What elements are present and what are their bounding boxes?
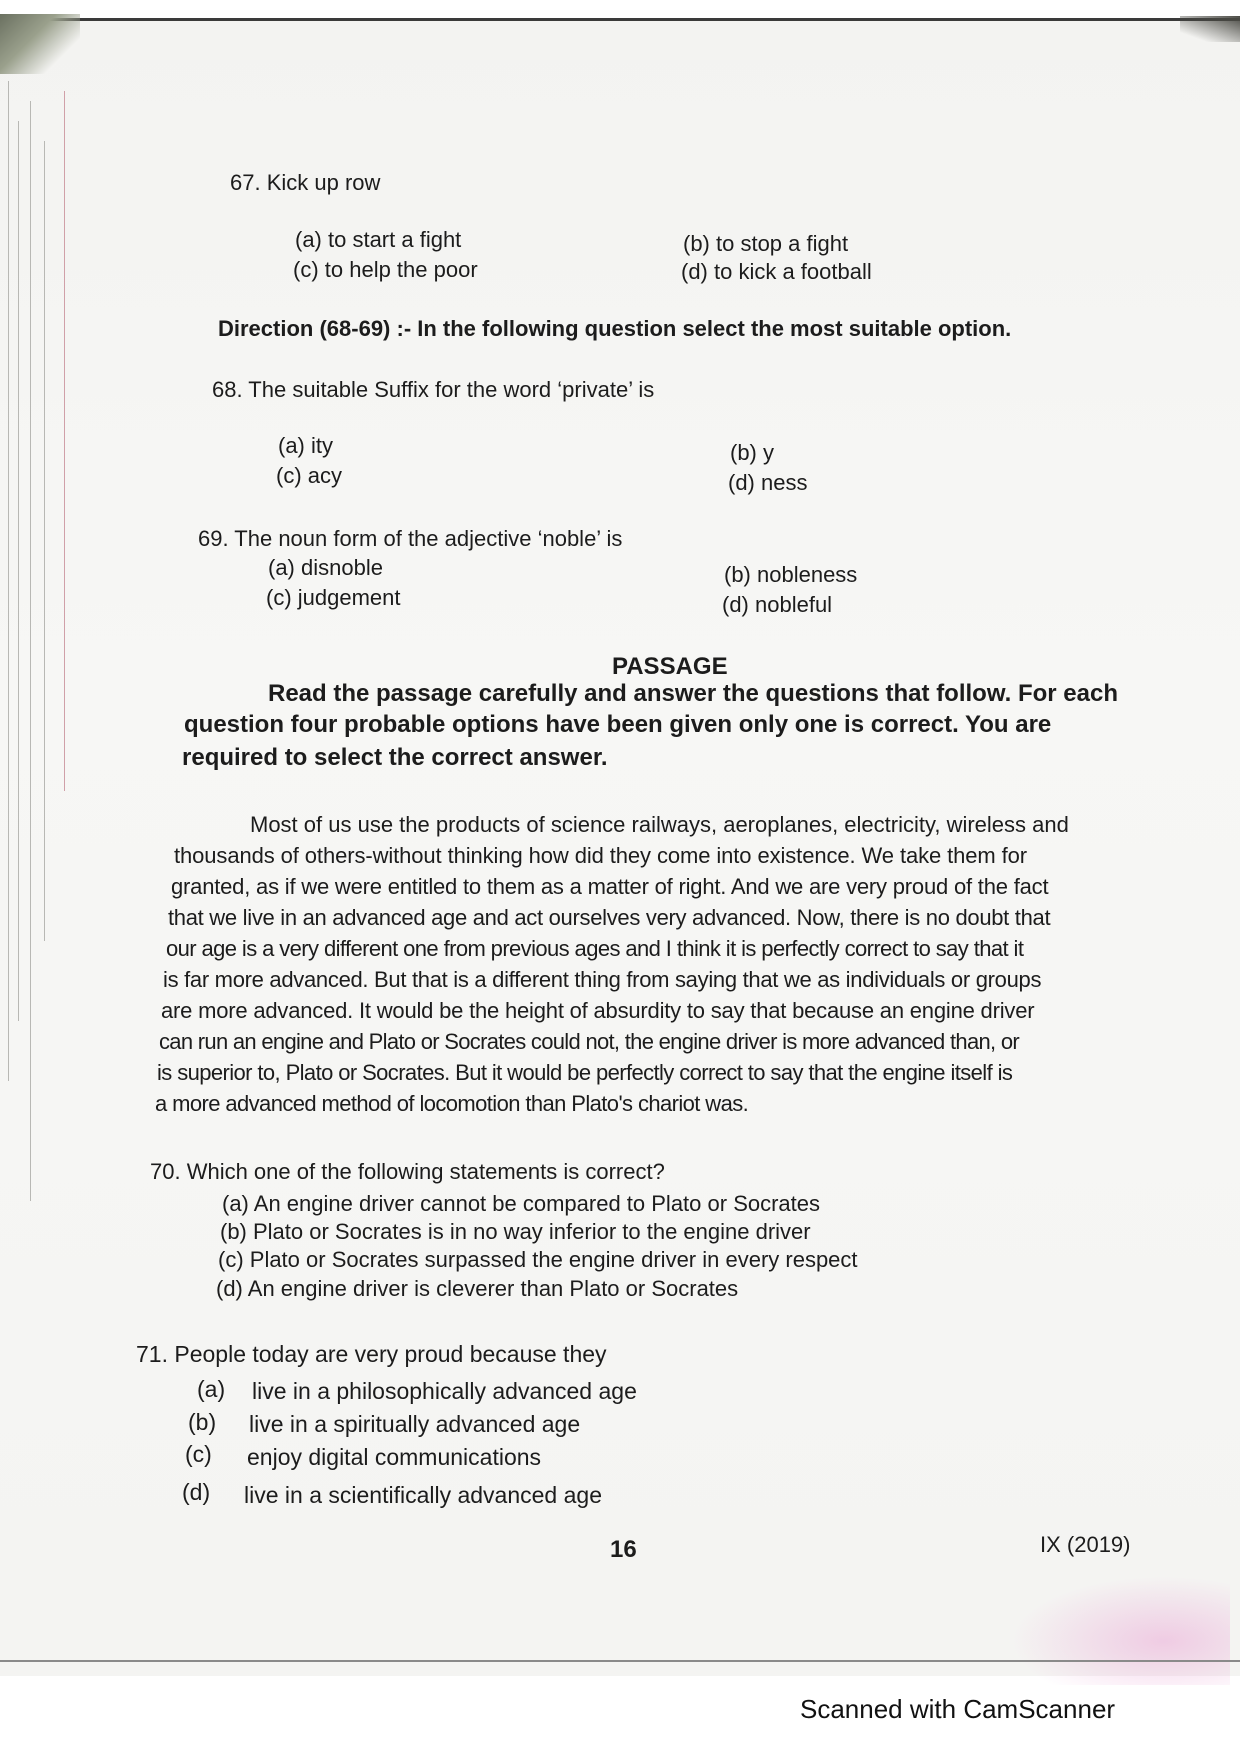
q67-option-b: (b) to stop a fight bbox=[683, 231, 849, 256]
passage-line: our age is a very different one from previous ages and I think it is perfectly correct to say that it bbox=[166, 936, 1024, 961]
scan-corner-shadow bbox=[0, 14, 80, 74]
q67-option-c: (c) to help the poor bbox=[293, 257, 478, 282]
q69-option-c: (c) judgement bbox=[266, 585, 401, 610]
q71-option-b-text: live in a spiritually advanced age bbox=[249, 1411, 581, 1437]
scan-corner-shadow-right bbox=[1180, 16, 1240, 42]
q68-option-a: (a) ity bbox=[278, 433, 333, 458]
page-code: IX (2019) bbox=[1040, 1532, 1131, 1557]
q70-option-b: (b) Plato or Socrates is in no way inferior to the engine driver bbox=[220, 1219, 811, 1244]
passage-line: Most of us use the products of science railways, aeroplanes, electricity, wireless and bbox=[250, 812, 1069, 837]
passage-heading: PASSAGE bbox=[612, 653, 728, 680]
question-70: 70. Which one of the following statements is correct? bbox=[150, 1159, 665, 1184]
passage-line: granted, as if we were entitled to them as a matter of right. And we are very proud of the fact bbox=[171, 874, 1049, 899]
passage-line: a more advanced method of locomotion than Plato's chariot was. bbox=[155, 1091, 749, 1116]
passage-line: is superior to, Plato or Socrates. But it would be perfectly correct to say that the engine itself is bbox=[157, 1060, 1013, 1085]
q71-option-a-text: live in a philosophically advanced age bbox=[252, 1378, 637, 1404]
page-number: 16 bbox=[610, 1536, 637, 1563]
q70-option-c: (c) Plato or Socrates surpassed the engine driver in every respect bbox=[218, 1247, 858, 1272]
q69-option-b: (b) nobleness bbox=[724, 562, 858, 587]
question-68: 68. The suitable Suffix for the word ‘private’ is bbox=[212, 377, 655, 402]
passage-instructions-line-1: Read the passage carefully and answer the questions that follow. For each bbox=[268, 680, 1118, 707]
q69-option-d: (d) nobleful bbox=[722, 592, 833, 617]
scan-smudge bbox=[1010, 1575, 1230, 1685]
passage-line: that we live in an advanced age and act ourselves very advanced. Now, there is no doubt that bbox=[168, 905, 1051, 930]
passage-instructions-line-3: required to select the correct answer. bbox=[182, 744, 608, 771]
passage-line: thousands of others-without thinking how did they come into existence. We take them for bbox=[174, 843, 1028, 868]
q70-option-a: (a) An engine driver cannot be compared to Plato or Socrates bbox=[222, 1191, 821, 1216]
q71-option-c-label: (c) bbox=[185, 1441, 212, 1467]
q71-option-c-text: enjoy digital communications bbox=[247, 1444, 542, 1470]
q71-option-d-label: (d) bbox=[182, 1479, 211, 1505]
page-bottom-edge bbox=[0, 1660, 1240, 1662]
q71-option-b-label: (b) bbox=[188, 1409, 217, 1435]
camscanner-watermark: Scanned with CamScanner bbox=[800, 1694, 1116, 1724]
q68-option-c: (c) acy bbox=[276, 463, 342, 488]
q67-option-d: (d) to kick a football bbox=[681, 259, 872, 284]
q70-option-d: (d) An engine driver is cleverer than Plato or Socrates bbox=[216, 1276, 739, 1301]
scanner-footer bbox=[0, 1690, 1240, 1755]
passage-line: are more advanced. It would be the height of absurdity to say that because an engine driver bbox=[161, 998, 1035, 1023]
question-67: 67. Kick up row bbox=[230, 170, 381, 195]
q68-option-d: (d) ness bbox=[728, 470, 808, 495]
direction-68-69: Direction (68-69) :- In the following question select the most suitable option. bbox=[218, 316, 1012, 341]
q71-option-d-text: live in a scientifically advanced age bbox=[244, 1482, 602, 1508]
passage-line: can run an engine and Plato or Socrates could not, the engine driver is more advanced than, or bbox=[159, 1029, 1020, 1054]
q67-option-a: (a) to start a fight bbox=[295, 227, 462, 252]
q69-option-a: (a) disnoble bbox=[268, 555, 383, 580]
q71-option-a-label: (a) bbox=[197, 1376, 226, 1402]
passage-line: is far more advanced. But that is a different thing from saying that we as individuals or groups bbox=[163, 967, 1042, 992]
page-edge-shadow bbox=[4, 81, 74, 1281]
q68-option-b: (b) y bbox=[730, 440, 774, 465]
passage-instructions-line-2: question four probable options have been given only one is correct. You are bbox=[184, 711, 1052, 738]
question-71: 71. People today are very proud because they bbox=[136, 1341, 607, 1367]
question-69: 69. The noun form of the adjective ‘noble’ is bbox=[198, 526, 623, 551]
